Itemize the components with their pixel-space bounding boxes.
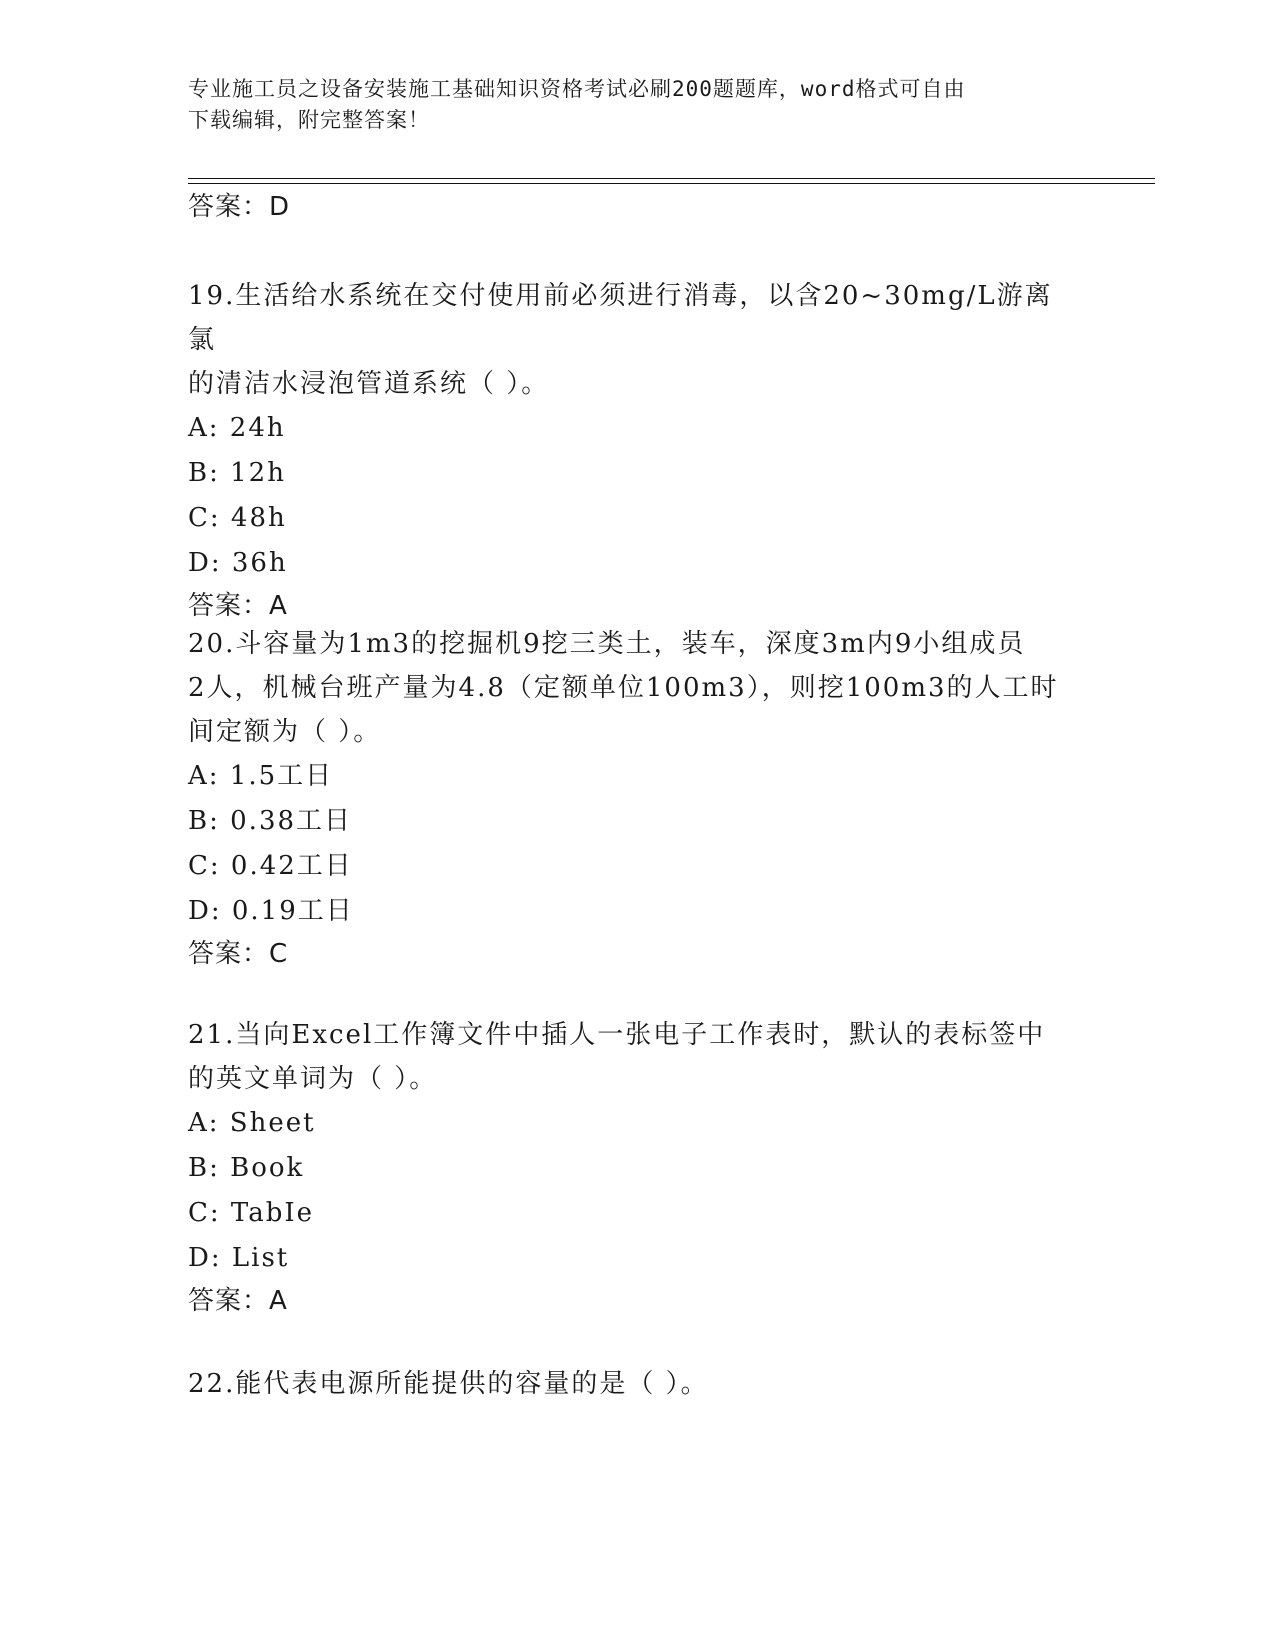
- question-19-text: [188, 274, 1078, 406]
- question-21-text: [188, 1013, 1078, 1101]
- question-line: 20.斗容量为1m3的挖掘机9挖三类土，装车，深度3m内9小组成员: [188, 629, 1026, 659]
- question-line: 19.生活给水系统在交付使用前必须进行消毒，以含20~30mg/L游离氯: [188, 281, 1053, 355]
- question-line: 的清洁水浸泡管道系统（ ）。: [188, 369, 550, 399]
- question-line: 22.能代表电源所能提供的容量的是（ ）。: [188, 1369, 709, 1399]
- option-a: A: 1.5工日: [188, 761, 334, 791]
- header-divider-bottom: [188, 183, 1155, 184]
- page-header: [188, 74, 1068, 136]
- question-20: [188, 622, 1078, 974]
- option-c: C: 0.42工日: [188, 851, 353, 881]
- option-b: B: Book: [188, 1153, 305, 1183]
- header-divider-top: [188, 178, 1155, 179]
- option-c: C: 48h: [188, 503, 287, 533]
- option-b: B: 0.38工日: [188, 806, 353, 836]
- question-line: 间定额为（ ）。: [188, 717, 382, 747]
- header-line-1: 专业施工员之设备安装施工基础知识资格考试必刷200题题库，word格式可自由: [188, 77, 966, 101]
- question-line: 2人，机械台班产量为4.8（定额单位100m3），则挖100m3的人工时: [188, 673, 1059, 703]
- question-line: 的英文单词为（ ）。: [188, 1064, 438, 1094]
- answer: 答案：C: [188, 939, 289, 969]
- option-d: D: 0.19工日: [188, 896, 354, 926]
- question-line: 21.当向Excel工作簿文件中插人一张电子工作表时，默认的表标签中: [188, 1020, 1046, 1050]
- question-20-text: [188, 622, 1078, 754]
- option-a: A: Sheet: [188, 1108, 316, 1138]
- answer: 答案：A: [188, 1286, 288, 1316]
- header-line-2: 下载编辑，附完整答案！: [188, 108, 430, 132]
- question-22: [188, 1362, 1078, 1406]
- answer: 答案：A: [188, 591, 288, 621]
- option-d: D: 36h: [188, 548, 288, 578]
- option-c: C: TabIe: [188, 1198, 315, 1228]
- option-b: B: 12h: [188, 458, 286, 488]
- question-21: [188, 1013, 1078, 1321]
- previous-answer: 答案：D: [188, 192, 291, 222]
- question-19: [188, 274, 1078, 626]
- option-a: A: 24h: [188, 413, 286, 443]
- option-d: D: List: [188, 1243, 290, 1273]
- question-22-text: [188, 1362, 1078, 1406]
